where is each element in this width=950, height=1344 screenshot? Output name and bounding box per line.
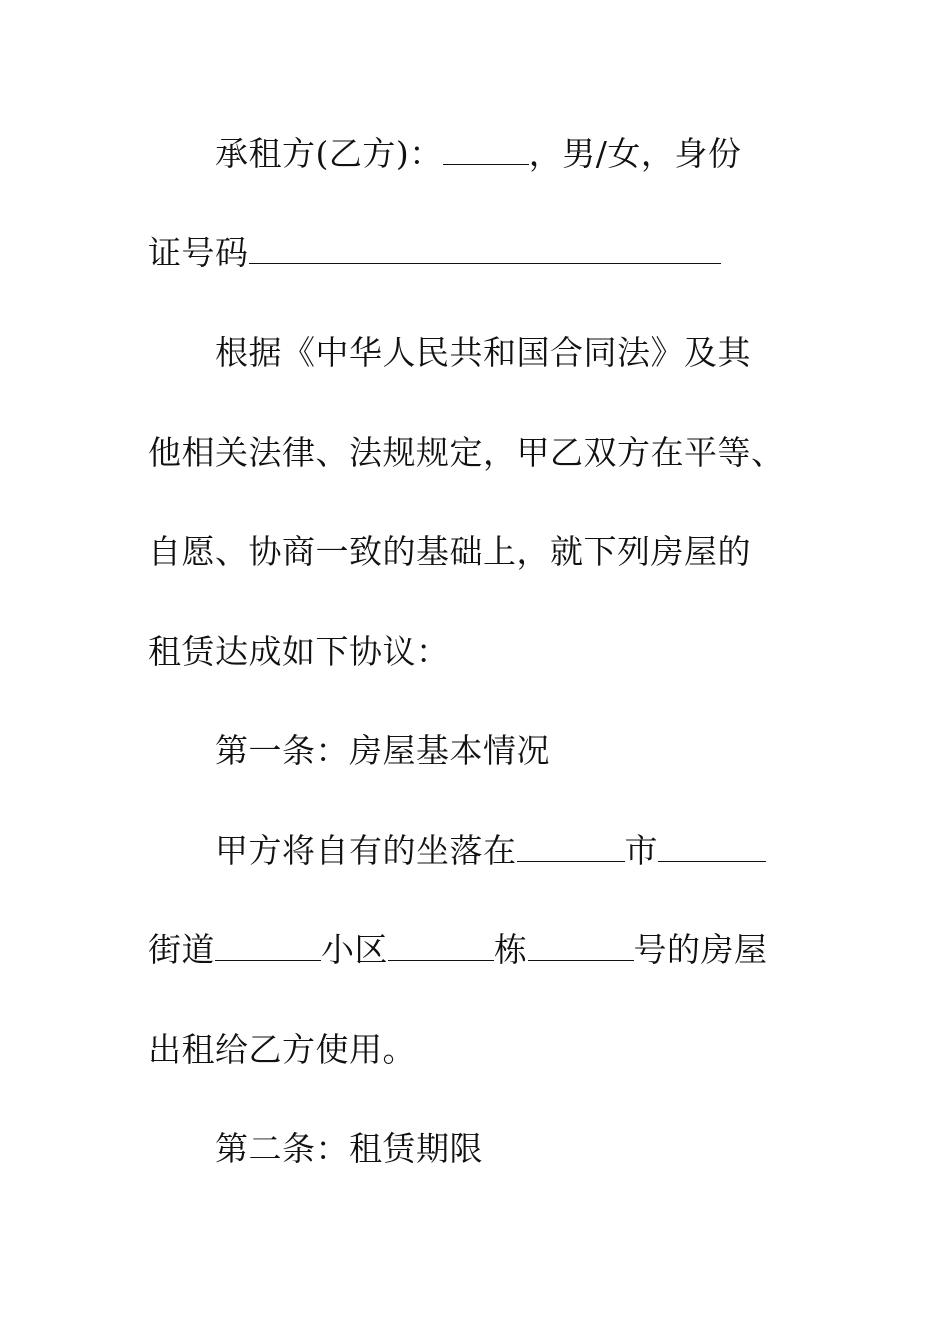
city-blank <box>517 833 625 862</box>
location-label: 甲方将自有的坐落在 <box>215 831 517 870</box>
paragraph-line: 自愿、协商一致的基础上，就下列房屋的 <box>148 532 751 571</box>
paragraph-line: 租赁达成如下协议： <box>148 632 450 671</box>
community-blank <box>388 932 494 961</box>
section-heading-2: 第二条：租赁期限 <box>215 1129 483 1168</box>
district-blank <box>658 833 766 862</box>
id-number-blank <box>249 235 721 264</box>
tenant-name-blank <box>443 136 529 165</box>
unit-label: 号的房屋 <box>633 930 768 969</box>
property-location-line <box>215 831 766 871</box>
id-number-line <box>148 233 721 273</box>
paragraph-line: 根据《中华人民共和国合同法》及其 <box>215 333 751 372</box>
street-label: 街道 <box>148 930 215 969</box>
building-blank <box>528 932 634 961</box>
section-heading-1: 第一条：房屋基本情况 <box>215 731 550 770</box>
tenant-gender-id-label: ，男/女，身份 <box>528 134 742 173</box>
tenant-party-line <box>215 134 741 174</box>
building-label: 栋 <box>494 930 528 969</box>
street-blank <box>215 932 321 961</box>
paragraph-line: 出租给乙方使用。 <box>148 1030 416 1069</box>
paragraph-line: 他相关法律、法规规定，甲乙双方在平等、 <box>148 433 785 472</box>
community-label: 小区 <box>321 930 388 969</box>
id-number-label: 证号码 <box>148 233 249 272</box>
property-address-line <box>148 930 768 970</box>
tenant-party-label: 承租方(乙方)： <box>215 134 443 173</box>
city-label: 市 <box>624 831 658 870</box>
